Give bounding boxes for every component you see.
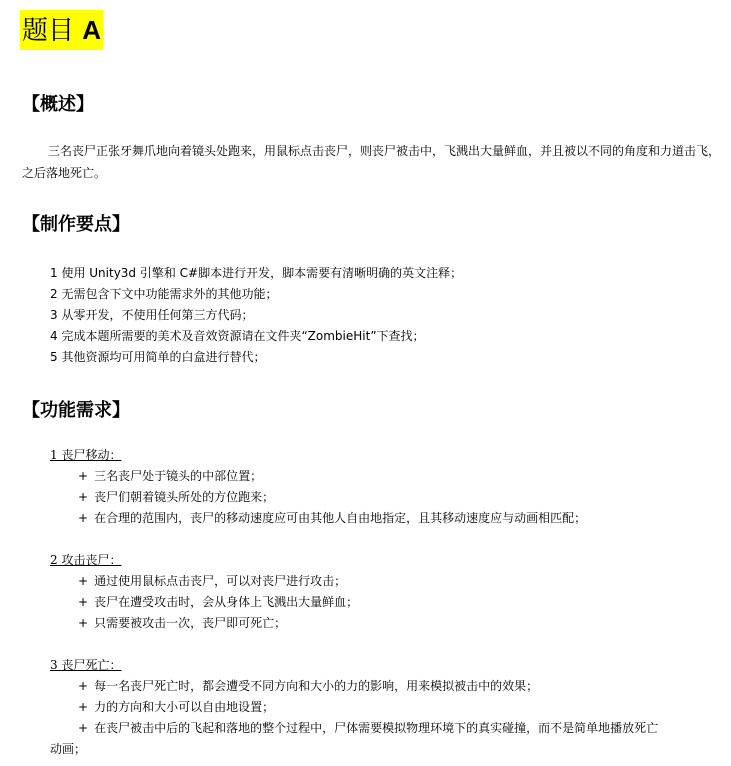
overview-heading: 【概述】: [22, 94, 94, 115]
item-text: 丧尸在遭受攻击时，会从身体上飞溅出大量鲜血；: [94, 595, 359, 609]
bullet: +: [78, 679, 89, 693]
list-item: [78, 614, 718, 631]
item-text: 每一名丧尸死亡时，都会遭受不同方向和大小的力的影响，用来模拟被击中的效果；: [94, 679, 539, 693]
bullet: +: [78, 700, 89, 714]
item-wrap-text: 动画；: [50, 742, 87, 756]
list-item: [78, 677, 718, 694]
item-text: 力的方向和大小可以自由地设置；: [94, 700, 275, 714]
section-title-death: 3 丧尸死亡：: [50, 658, 122, 672]
item-text: 只需要被攻击一次，丧尸即可死亡；: [94, 616, 287, 630]
item-text: 在合理的范围内，丧尸的移动速度应可由其他人自由地指定，且其移动速度应与动画相匹配；: [94, 511, 587, 525]
section-title-move: 1 丧尸移动：: [50, 448, 122, 462]
point-item-4: 4 完成本题所需要的美术及音效资源请在文件夹“ZombieHit”下查找；: [50, 329, 425, 343]
title-prefix: 题目: [22, 16, 75, 46]
bullet: +: [78, 469, 89, 483]
overview-text: 三名丧尸正张牙舞爪地向着镜头处跑来，用鼠标点击丧尸，则丧尸被击中，飞溅出大量鲜血，并且被以不同的角度和力道击飞，之后落地死亡。: [22, 144, 721, 180]
item-text: 通过使用鼠标点击丧尸，可以对丧尸进行攻击；: [94, 574, 347, 588]
bullet: +: [78, 490, 89, 504]
bullet: +: [78, 574, 89, 588]
item-text: 在丧尸被击中后的飞起和落地的整个过程中，尸体需要模拟物理环境下的真实碰撞，而不是简单地播放死亡: [94, 721, 659, 735]
list-item: [78, 719, 718, 736]
bullet: +: [78, 721, 89, 735]
list-item: [78, 467, 718, 484]
bullet: +: [78, 511, 89, 525]
point-item-2: 2 无需包含下文中功能需求外的其他功能；: [50, 287, 278, 301]
list-item: [78, 698, 718, 715]
section-title-attack: 2 攻击丧尸：: [50, 553, 122, 567]
point-item-5: 5 其他资源均可用简单的白盒进行替代；: [50, 350, 266, 364]
item-text: 丧尸们朝着镜头所处的方位跑来；: [94, 490, 275, 504]
item-text: 三名丧尸处于镜头的中部位置；: [94, 469, 263, 483]
bullet: +: [78, 616, 89, 630]
list-item: [78, 488, 718, 505]
point-item-3: 3 从零开发，不使用任何第三方代码；: [50, 308, 254, 322]
list-item: [78, 509, 718, 526]
page-title: [20, 10, 103, 50]
points-heading: 【制作要点】: [22, 214, 130, 235]
requirements-heading: 【功能需求】: [22, 400, 130, 421]
list-item: [78, 572, 718, 589]
point-item-1: 1 使用 Unity3d 引擎和 C#脚本进行开发，脚本需要有清晰明确的英文注释；: [50, 266, 463, 280]
list-item: [78, 593, 718, 610]
bullet: +: [78, 595, 89, 609]
title-letter: A: [82, 15, 102, 45]
